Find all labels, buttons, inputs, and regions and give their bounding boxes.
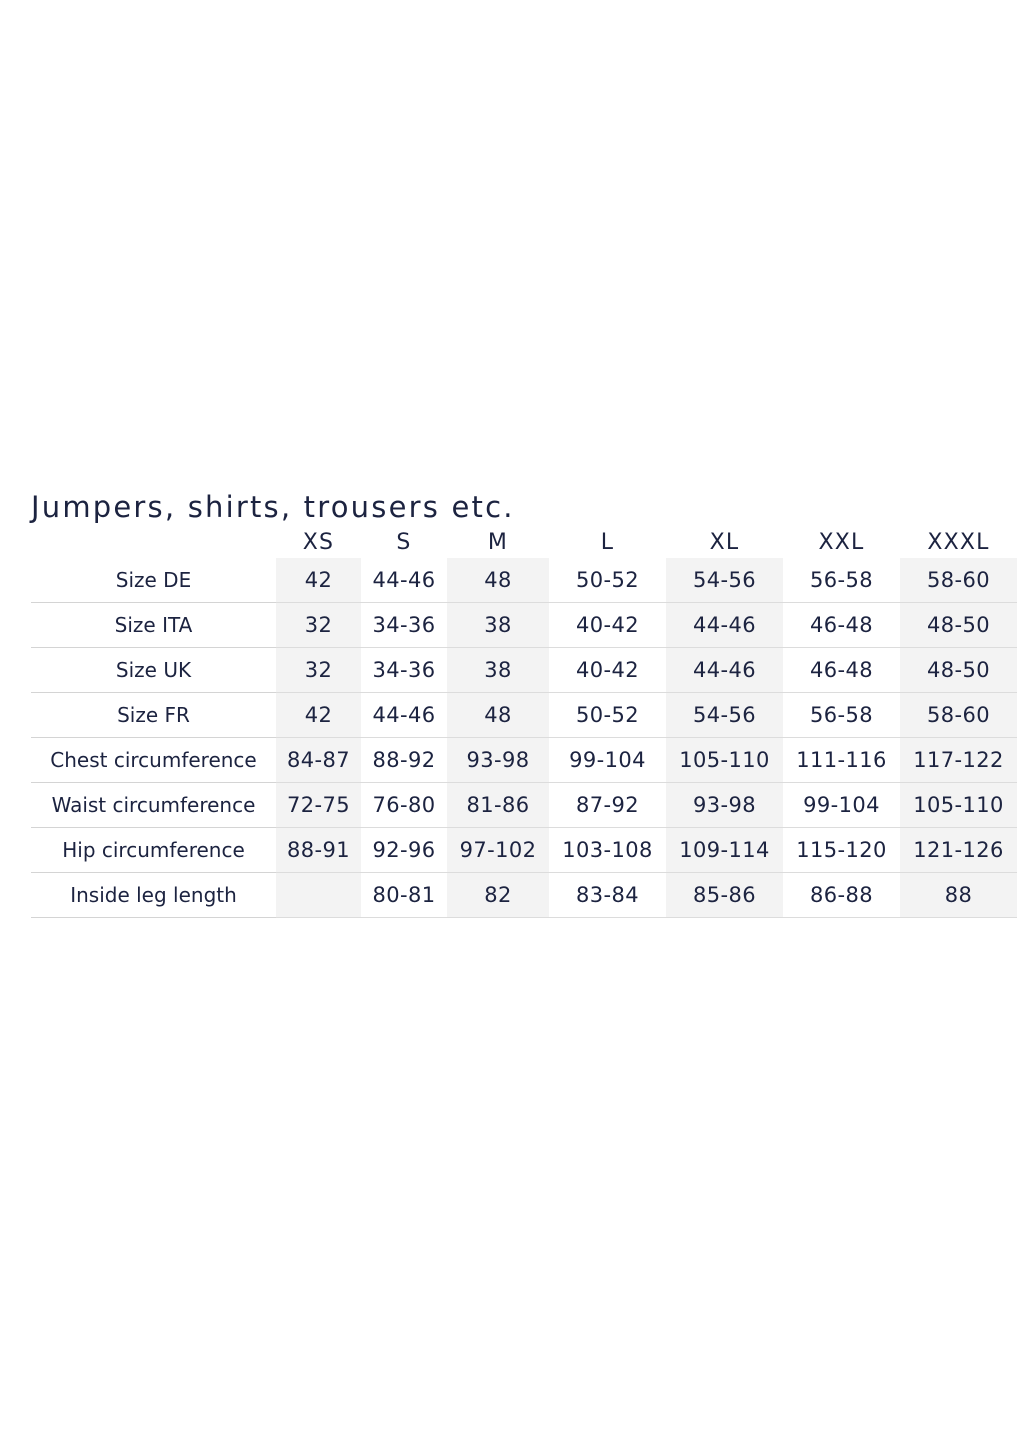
- table-cell: 48: [447, 693, 549, 738]
- table-cell: 58-60: [900, 558, 1017, 603]
- table-cell: 93-98: [447, 738, 549, 783]
- table-cell: 34-36: [361, 603, 447, 648]
- table-cell: 87-92: [549, 783, 666, 828]
- table-cell: 88: [900, 873, 1017, 918]
- table-cell: 48: [447, 558, 549, 603]
- size-table: [31, 526, 1017, 918]
- table-row: [31, 873, 1017, 918]
- table-cell: 76-80: [361, 783, 447, 828]
- table-cell: 48-50: [900, 603, 1017, 648]
- table-cell: 46-48: [783, 648, 900, 693]
- table-cell: 111-116: [783, 738, 900, 783]
- table-cell: 115-120: [783, 828, 900, 873]
- row-label: Inside leg length: [31, 873, 276, 918]
- table-cell: 44-46: [666, 603, 783, 648]
- column-header: XL: [709, 529, 740, 555]
- table-cell: 34-36: [361, 648, 447, 693]
- chart-title: Jumpers, shirts, trousers etc.: [31, 490, 515, 524]
- table-cell: 105-110: [900, 783, 1017, 828]
- column-header: XXXL: [927, 529, 990, 555]
- table-cell: 109-114: [666, 828, 783, 873]
- row-label: Size DE: [31, 558, 276, 603]
- table-cell: 44-46: [361, 558, 447, 603]
- table-cell: 99-104: [783, 783, 900, 828]
- table-row: [31, 693, 1017, 738]
- column-header: S: [396, 529, 412, 555]
- table-cell: 81-86: [447, 783, 549, 828]
- table-cell: 121-126: [900, 828, 1017, 873]
- table-cell: 32: [276, 603, 361, 648]
- table-cell: 44-46: [361, 693, 447, 738]
- row-label: Hip circumference: [31, 828, 276, 873]
- table-cell: 93-98: [666, 783, 783, 828]
- row-label: Size ITA: [31, 603, 276, 648]
- table-row: [31, 828, 1017, 873]
- table-cell: 44-46: [666, 648, 783, 693]
- column-header: XS: [302, 529, 335, 555]
- table-cell: 88-91: [276, 828, 361, 873]
- table-cell: 50-52: [549, 558, 666, 603]
- table-cell: 97-102: [447, 828, 549, 873]
- table-cell: 72-75: [276, 783, 361, 828]
- table-cell: 46-48: [783, 603, 900, 648]
- table-cell: 38: [447, 648, 549, 693]
- table-cell: 83-84: [549, 873, 666, 918]
- table-cell: 85-86: [666, 873, 783, 918]
- table-cell: 99-104: [549, 738, 666, 783]
- table-cell: 117-122: [900, 738, 1017, 783]
- table-cell: 32: [276, 648, 361, 693]
- column-header: M: [487, 529, 509, 555]
- header-corner: [31, 526, 276, 558]
- table-cell: 92-96: [361, 828, 447, 873]
- row-label: Waist circumference: [31, 783, 276, 828]
- column-header: L: [600, 529, 615, 555]
- header-row: [31, 526, 1017, 558]
- table-row: [31, 783, 1017, 828]
- table-cell: 103-108: [549, 828, 666, 873]
- table-cell: 54-56: [666, 558, 783, 603]
- row-label: Size FR: [31, 693, 276, 738]
- table-cell: 50-52: [549, 693, 666, 738]
- table-cell: 40-42: [549, 603, 666, 648]
- table-cell: 38: [447, 603, 549, 648]
- table-row: [31, 648, 1017, 693]
- table-cell: 56-58: [783, 693, 900, 738]
- table-cell: 40-42: [549, 648, 666, 693]
- table-cell: 58-60: [900, 693, 1017, 738]
- table-cell: 80-81: [361, 873, 447, 918]
- table-cell: 82: [447, 873, 549, 918]
- table-cell: 105-110: [666, 738, 783, 783]
- table-cell: 86-88: [783, 873, 900, 918]
- table-cell: [276, 873, 361, 918]
- column-header: XXL: [818, 529, 865, 555]
- table-cell: 84-87: [276, 738, 361, 783]
- table-cell: 88-92: [361, 738, 447, 783]
- table-row: [31, 558, 1017, 603]
- table-cell: 54-56: [666, 693, 783, 738]
- size-chart: [31, 488, 1017, 918]
- table-cell: 48-50: [900, 648, 1017, 693]
- table-cell: 42: [276, 558, 361, 603]
- table-cell: 42: [276, 693, 361, 738]
- table-row: [31, 738, 1017, 783]
- row-label: Size UK: [31, 648, 276, 693]
- table-row: [31, 603, 1017, 648]
- table-cell: 56-58: [783, 558, 900, 603]
- row-label: Chest circumference: [31, 738, 276, 783]
